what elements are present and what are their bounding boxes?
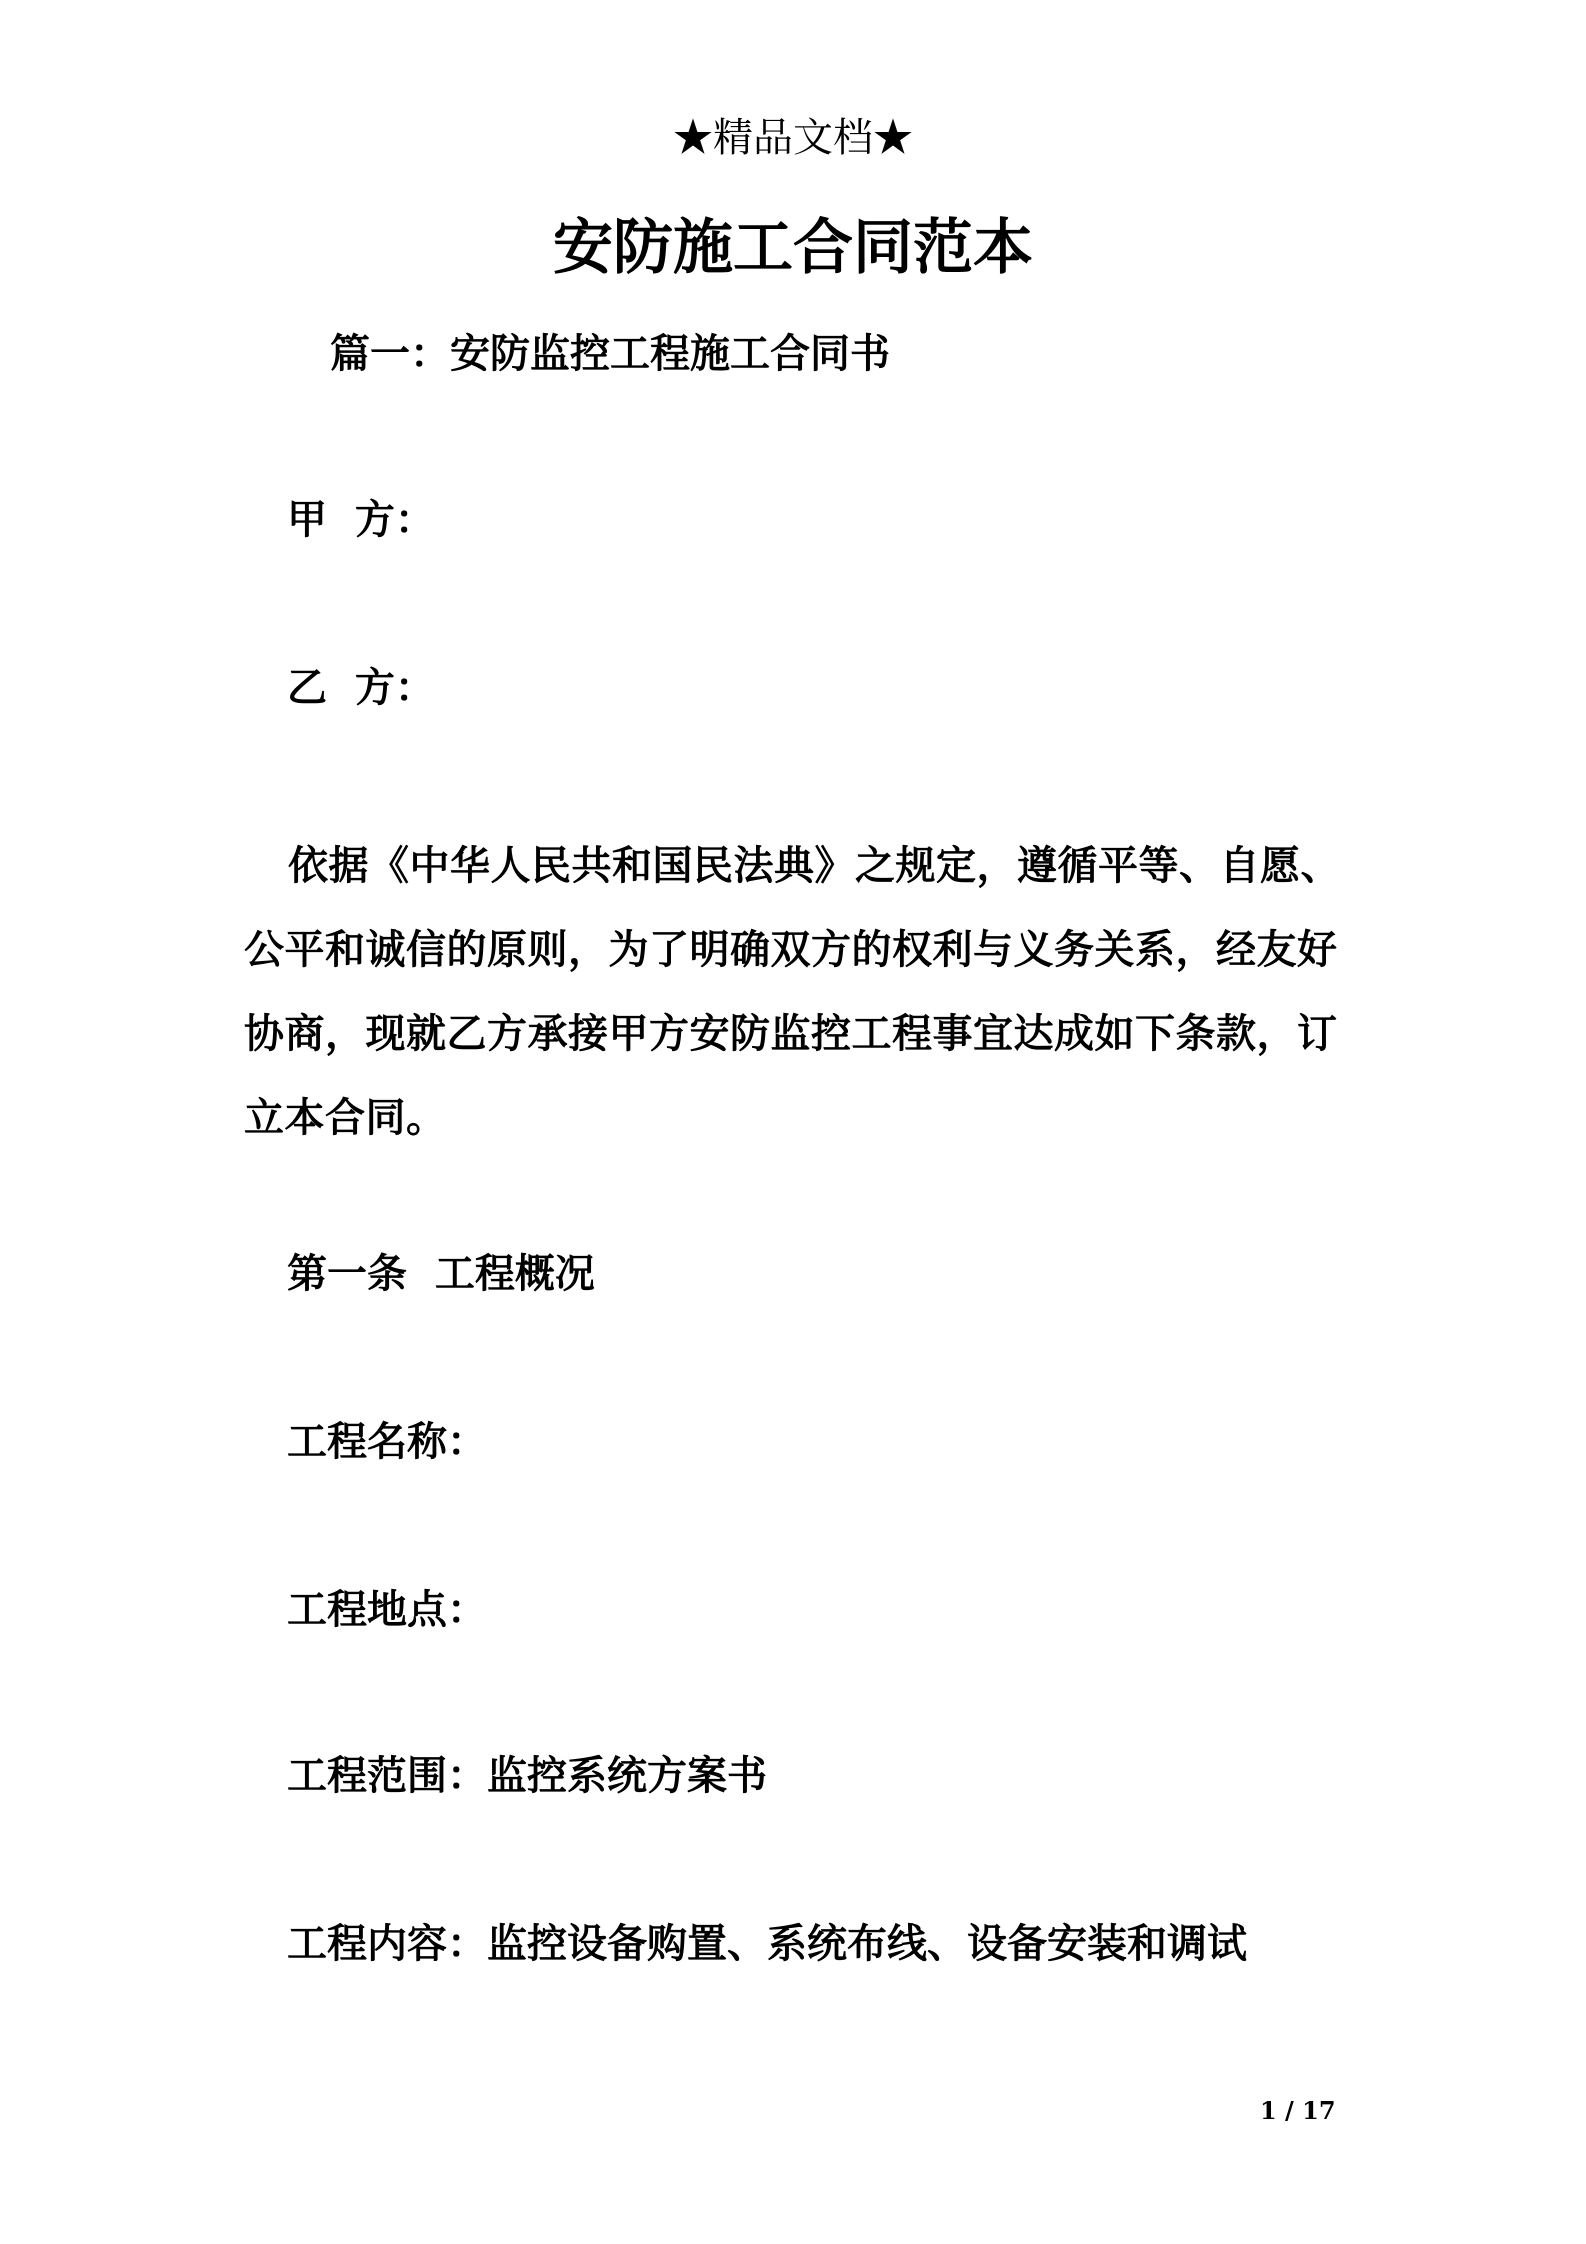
header-mark: ★精品文档★	[673, 115, 913, 161]
party-b-label: 乙 方：	[287, 665, 435, 711]
document-title: 安防施工合同范本	[553, 213, 1033, 283]
project-location-label: 工程地点：	[287, 1587, 487, 1633]
project-name-label: 工程名称：	[287, 1419, 487, 1465]
project-scope-line: 工程范围：监控系统方案书	[287, 1753, 767, 1799]
page-number: 1 / 17	[1260, 2096, 1336, 2125]
intro-paragraph: 依据《中华人民共和国民法典》之规定，遵循平等、自愿、公平和诚信的原则，为了明确双方的权利与义务关系，经友好协商，现就乙方承接甲方安防监控工程事宜达成如下条款，订立本合同。	[244, 843, 1341, 1141]
article-1-heading: 第一条 工程概况	[287, 1251, 595, 1297]
party-a-label: 甲 方：	[287, 497, 435, 543]
document-subtitle: 篇一：安防监控工程施工合同书	[330, 331, 890, 377]
project-content-line: 工程内容：监控设备购置、系统布线、设备安装和调试	[287, 1921, 1247, 1967]
